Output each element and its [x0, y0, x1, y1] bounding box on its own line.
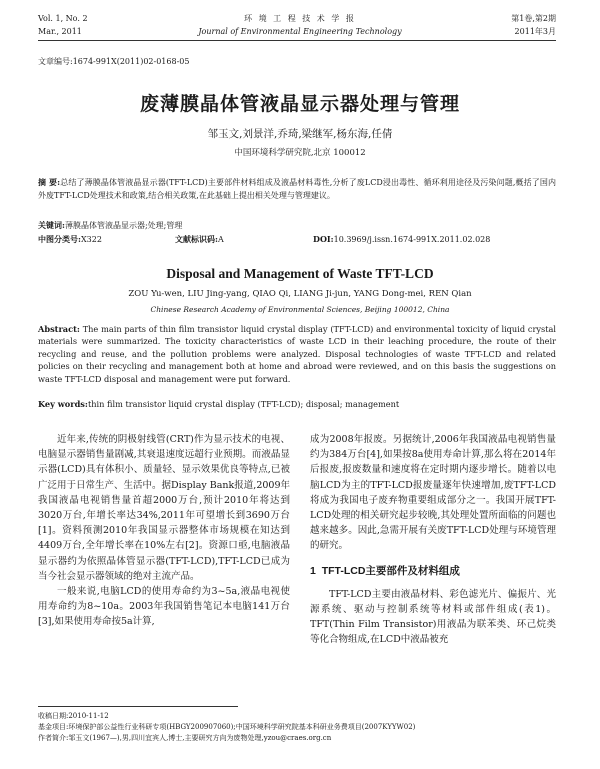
- authors-en: ZOU Yu-wen, LIU Jing-yang, QIAO Qi, LIANG Ji-jun, YANG Dong-mei, REN Qian: [128, 289, 472, 299]
- affiliation-en: Chinese Research Academy of Environmental Sciences, Beijing 100012, China: [150, 305, 450, 314]
- classification: [38, 233, 158, 246]
- keywords-en-label: Key words:: [38, 399, 88, 409]
- abstract-cn-text: 总结了薄膜晶体管液晶显示器(TFT-LCD)主要部件材料组成及液晶材料毒性,分析了废LCD浸出毒性、循环利用途径及污染问题,概括了国内外废TFT-LCD处理技术和政策,结合相关政策,在此基础上提出相关处理与管理建议。: [38, 178, 556, 200]
- abstract-cn: [38, 176, 556, 202]
- body-left-paragraph-1: 近年来,传统的阴极射线管(CRT)作为显示技术的电视、电脑显示器销售量剧减,其衰退速度远超行业预期。而液晶显示器(LCD)具有体积小、质量轻、显示效果优良等特点,已被广泛用于日常生产、生活中。据Display Bank报道,2009年我国液晶电视销售量首超2000万台,预计2010年将达到3020万台,年增长率达34%,2011年可望增长到3690万台[1]。资料预测2010年我国显示器整体市场规模在知达到4409万台,全年增长率在10%左右[2]。资源口亟,电脑液晶显示器约为依照晶体管显示器(TFT-LCD),TFT-LCD已成为当今社会显示器领域的绝对主流产品。: [38, 434, 290, 582]
- section-title: TFT-LCD主要部件及材料组成: [321, 564, 460, 577]
- doi: [313, 233, 490, 246]
- keywords-en: [38, 398, 556, 411]
- keywords-cn-label: 关键词:: [38, 220, 65, 230]
- body-left-paragraph-2: 一般来说,电脑LCD的使用寿命约为3~5a,液晶电视使用寿命约为8~10a。2003年我国销售笔记本电脑141万台[3],如果使用寿命按5a计算,: [38, 586, 290, 628]
- body-right-paragraph-1: 成为2008年报废。另据统计,2006年我国液晶电视销售量约为384万台[4],如果按8a使用寿命计算,那么将在2014年后报废,报废数量和速度将在定时期内逐步增长。随着以电脑LCD为主的TFT-LCD报废量逐年快速增加,废TFT-LCD将成为我国电子废弃物重要组成部分之一。我国开展TFT-LCD处理的相关研究起步较晚,其处理处置所面临的问题也越来越多。因此,急需开展有关废TFT-LCD处理与环境管理的研究。: [310, 434, 556, 552]
- header-rule: [38, 40, 556, 41]
- document-code-label: 文献标识码:: [175, 234, 218, 244]
- journal-title-en: Journal of Environmental Engineering Technology: [198, 27, 402, 36]
- affiliation-cn: 中国环境科学研究院,北京 100012: [234, 148, 366, 158]
- section-number: 1: [310, 564, 316, 577]
- body-right-column: [310, 432, 556, 648]
- journal-title-cn: 环 境 工 程 技 术 学 报: [244, 14, 356, 23]
- footnote-fund: 基金项目:环境保护部公益性行业科研专项(HBGY200907060);中国环境科学研究院基本科研业务费项目(2007KYYW02): [38, 723, 416, 731]
- footnote-author: 作者简介:邹玉文(1967—),男,四川宜宾人,博士,主要研究方向为废物处理,yzou@craes.org.cn: [38, 734, 332, 742]
- keywords-cn: [38, 219, 556, 232]
- article-number: 文章编号:1674-991X(2011)02-0168-05: [38, 57, 190, 66]
- abstract-en-label: Abstract:: [38, 324, 80, 334]
- doi-value: 10.3969/j.issn.1674-991X.2011.02.028: [333, 235, 491, 244]
- body-right-paragraph-2: TFT-LCD主要由液晶材料、彩色滤光片、偏振片、光源系统、驱动与控制系统等材料或部件组成(表1)。TFT(Thin Film Transistor)用液晶为联苯类、环己烷类等化合物组成,在LCD中液晶被充: [310, 588, 556, 646]
- abstract-cn-label: 摘 要:: [38, 177, 61, 187]
- title-en: Disposal and Management of Waste TFT-LCD: [166, 266, 434, 281]
- abstract-en: [38, 323, 556, 385]
- document-code-value: A: [217, 235, 224, 244]
- document-code: [175, 233, 224, 246]
- keywords-en-text: thin film transistor liquid crystal display (TFT-LCD); disposal; management: [87, 399, 400, 409]
- header-volume-cn: 第1卷,第2期: [511, 14, 556, 23]
- abstract-en-text: The main parts of thin film transistor liquid crystal display (TFT-LCD) and environmental toxicity of liquid crystal materials were summarized. The toxicity characteristics of waste LCD in their leaching procedure, the route of their recycling and reuse, and the pollution problems were analyzed. Disposal technologies of waste TFT-LCD and related policies on their recycling and management both at home and abroad were reviewed, and on this basis the suggestions on waste TFT-LCD disposal and management were put forward.: [38, 324, 556, 384]
- footnotes: [38, 711, 556, 744]
- classification-value: X322: [80, 235, 102, 244]
- authors-cn: 邹玉文,刘景洋,乔琦,梁继军,杨东海,任倩: [207, 128, 393, 140]
- title-cn: 废薄膜晶体管液晶显示器处理与管理: [139, 93, 460, 115]
- header-date-cn: 2011年3月: [514, 27, 556, 36]
- section-heading-1: [310, 564, 556, 579]
- doi-label: DOI:: [313, 234, 334, 244]
- header-date: Mar., 2011: [38, 27, 82, 36]
- header-volume: Vol. 1, No. 2: [38, 14, 88, 23]
- keywords-cn-text: 薄膜晶体管液晶显示器;处理;管理: [64, 221, 183, 230]
- footnote-received: 收稿日期:2010-11-12: [38, 712, 109, 720]
- footnote-rule: [38, 706, 238, 707]
- body-left-column: [38, 432, 290, 630]
- classification-label: 中图分类号:: [38, 234, 81, 244]
